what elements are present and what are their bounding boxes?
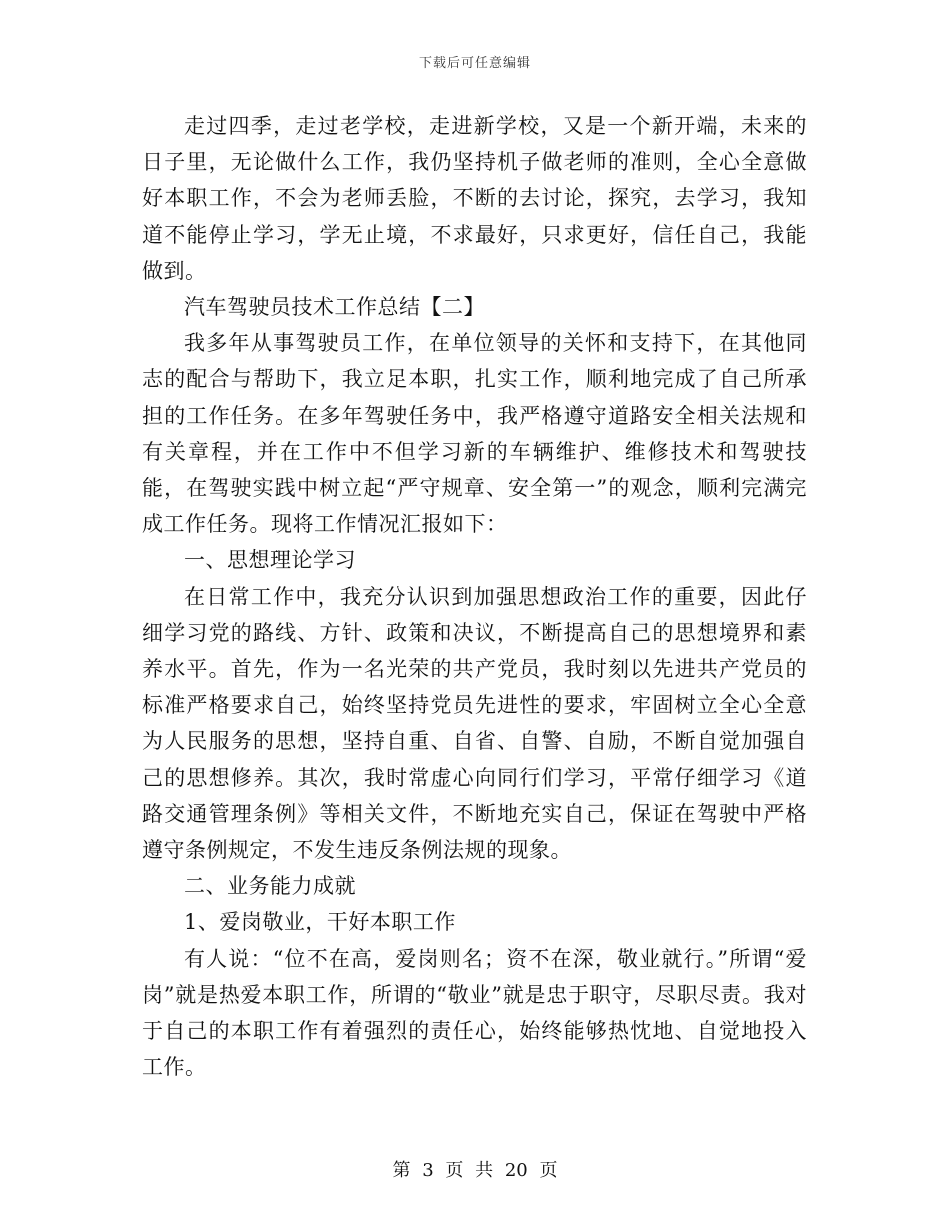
section-title: 汽车驾驶员技术工作总结【二】 [184, 295, 485, 320]
paragraph-intro-closing: 走过四季，走过老学校，走进新学校，又是一个新开端，未来的日子里，无论做什么工作，我仍坚持机子做老师的准则，全心全意做好本职工作，不会为老师丢脸，不断的去讨论，探究，去学习，我知道不能停止学习，学无止境，不求最好，只求更好，信任自己，我能做到。 [142, 114, 807, 283]
subheading-dedication: 1、爱岗敬业，干好本职工作 [184, 910, 456, 935]
document-body [142, 108, 807, 1085]
paragraph-theory-study: 在日常工作中，我充分认识到加强思想政治工作的重要，因此仔细学习党的路线、方针、政策和决议，不断提高自己的思想境界和素养水平。首先，作为一名光荣的共产党员，我时刻以先进共产党员的标准严格要求自己，始终坚持党员先进性的要求，牢固树立全心全意为人民服务的思想，坚持自重、自省、自警、自励，不断自觉加强自己的思想修养。其次，我时常虚心向同行们学习，平常仔细学习《道路交通管理条例》等相关文件，不断地充实自己，保证在驾驶中严格遵守条例规定，不发生违反条例法规的现象。 [142, 584, 807, 863]
page-header: 下载后可任意编辑 [418, 56, 531, 71]
page-number: 第 3 页 共 20 页 [392, 1160, 558, 1181]
heading-business-ability: 二、业务能力成就 [184, 874, 356, 899]
paragraph-dedication: 有人说：“位不在高，爱岗则名；资不在深，敬业就行。”所谓“爱岗”就是热爱本职工作，所谓的“敬业”就是忠于职守，尽职尽责。我对于自己的本职工作有着强烈的责任心，始终能够热忱地、自觉地投入工作。 [142, 946, 807, 1080]
heading-theory-study: 一、思想理论学习 [184, 548, 356, 573]
paragraph-overview: 我多年从事驾驶员工作，在单位领导的关怀和支持下，在其他同志的配合与帮助下，我立足本职，扎实工作，顺利地完成了自己所承担的工作任务。在多年驾驶任务中，我严格遵守道路安全相关法规和有关章程，并在工作中不但学习新的车辆维护、维修技术和驾驶技能，在驾驶实践中树立起“严守规章、安全第一”的观念，顺利完满完成工作任务。现将工作情况汇报如下： [142, 331, 807, 537]
